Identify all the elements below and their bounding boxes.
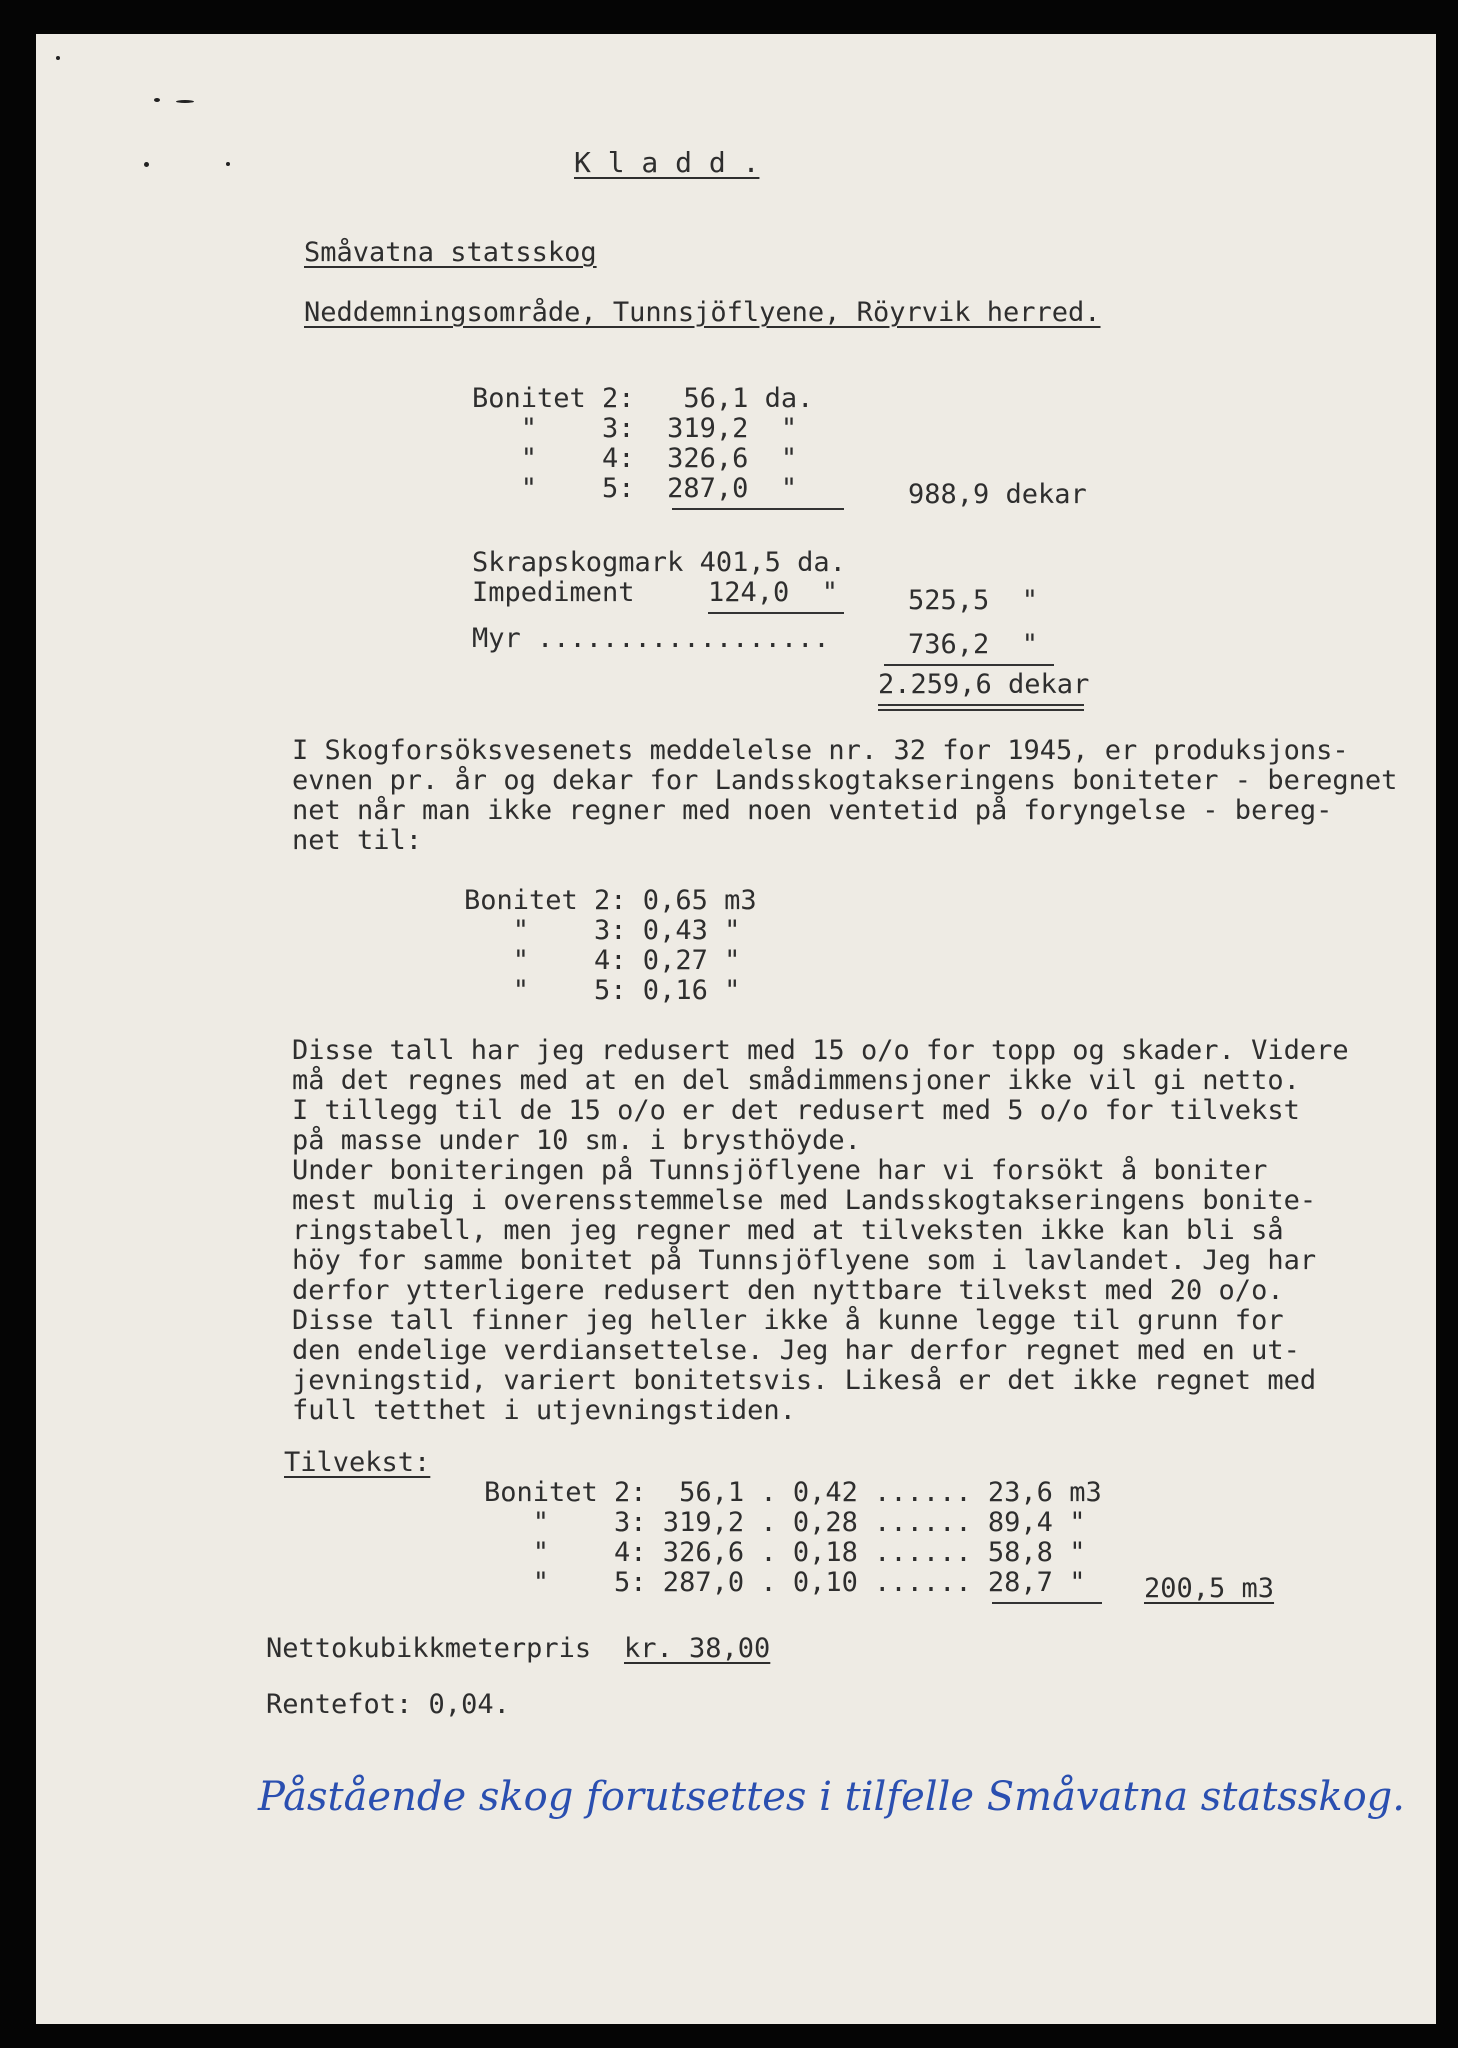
area-sum-unproductive: 525,5 " bbox=[908, 585, 1039, 616]
production-row: " 4: 0,27 " bbox=[464, 945, 741, 976]
paragraph-line: på masse under 10 sm. i brysthöyde. bbox=[292, 1125, 861, 1156]
paragraph-line: Disse tall har jeg redusert med 15 o/o for topp og skader. Videre bbox=[292, 1035, 1349, 1066]
subtotal-rule bbox=[992, 1602, 1102, 1604]
netto-value: kr. 38,00 bbox=[624, 1633, 771, 1664]
myr-label: Myr .................. bbox=[472, 623, 830, 654]
paragraph-line: jevningstid, variert bonitetsvis. Likeså er det ikke regnet med bbox=[292, 1365, 1317, 1396]
impediment-label: Impediment bbox=[472, 577, 635, 608]
paragraph-line: I tillegg til de 15 o/o er det redusert med 5 o/o for tilvekst bbox=[292, 1095, 1300, 1126]
tilvekst-row: " 5: 287,0 . 0,10 ...... 28,7 " bbox=[484, 1567, 1086, 1598]
page-title: K l a d d . bbox=[574, 146, 760, 179]
speck-mark bbox=[226, 162, 230, 166]
paragraph-line: I Skogforsöksvesenets meddelelse nr. 32 for 1945, er produksjons- bbox=[292, 735, 1349, 766]
production-row: " 5: 0,16 " bbox=[464, 975, 741, 1006]
impediment-value: 124,0 " bbox=[708, 577, 839, 608]
paragraph-line: net til: bbox=[292, 825, 423, 856]
paragraph-line: Under boniteringen på Tunnsjöflyene har vi forsökt å boniter bbox=[292, 1155, 1268, 1186]
tilvekst-total: 200,5 m3 bbox=[1144, 1573, 1275, 1604]
total-double-rule bbox=[878, 709, 1084, 711]
paragraph-line: ringstabell, men jeg regner med at tilveksten ikke kan bli så bbox=[292, 1215, 1284, 1246]
heading-forest: Småvatna statsskog bbox=[304, 237, 597, 268]
area-row: Bonitet 2: 56,1 da. bbox=[472, 383, 814, 414]
handwritten-note: Påstående skog forutsettes i tilfelle Småvatna statsskog. bbox=[258, 1774, 1405, 1820]
paragraph-line: höy for samme bonitet på Tunnsjöflyene som i lavlandet. Jeg har bbox=[292, 1245, 1317, 1276]
myr-value: 736,2 " bbox=[908, 629, 1039, 660]
speck-mark bbox=[144, 162, 149, 167]
rentefot-line: Rentefot: 0,04. bbox=[266, 1689, 510, 1720]
tilvekst-row: " 3: 319,2 . 0,28 ...... 89,4 " bbox=[484, 1507, 1086, 1538]
area-row: " 5: 287,0 " bbox=[472, 473, 798, 504]
speck-mark bbox=[176, 100, 194, 103]
paragraph-line: evnen pr. år og dekar for Landsskogtakseringens boniteter - beregnet bbox=[292, 765, 1398, 796]
total-rule bbox=[884, 664, 1054, 666]
total-double-rule bbox=[878, 704, 1084, 706]
skrapskog-row: Skrapskogmark 401,5 da. bbox=[472, 547, 846, 578]
tilvekst-row: " 4: 326,6 . 0,18 ...... 58,8 " bbox=[484, 1537, 1086, 1568]
paragraph-line: full tetthet i utjevningstiden. bbox=[292, 1395, 796, 1426]
netto-label: Nettokubikkmeterpris bbox=[266, 1633, 592, 1664]
production-row: Bonitet 2: 0,65 m3 bbox=[464, 885, 757, 916]
subtotal-rule bbox=[672, 508, 844, 510]
tilvekst-row: Bonitet 2: 56,1 . 0,42 ...... 23,6 m3 bbox=[484, 1477, 1102, 1508]
subtotal-rule bbox=[708, 612, 844, 614]
area-row: " 4: 326,6 " bbox=[472, 443, 798, 474]
paragraph-line: Disse tall finner jeg heller ikke å kunne legge til grunn for bbox=[292, 1305, 1284, 1336]
paragraph-line: den endelige verdiansettelse. Jeg har derfor regnet med en ut- bbox=[292, 1335, 1300, 1366]
heading-area: Neddemningsområde, Tunnsjöflyene, Röyrvik herred. bbox=[304, 297, 1101, 328]
area-row: " 3: 319,2 " bbox=[472, 413, 798, 444]
tilvekst-label: Tilvekst: bbox=[284, 1447, 431, 1478]
paragraph-line: net når man ikke regner med noen ventetid på foryngelse - bereg- bbox=[292, 795, 1333, 826]
paragraph-line: mest mulig i overensstemmelse med Landsskogtakseringens bonite- bbox=[292, 1185, 1317, 1216]
speck-mark bbox=[56, 56, 60, 60]
speck-mark bbox=[154, 98, 160, 102]
paragraph-line: derfor ytterligere redusert den nyttbare tilvekst med 20 o/o. bbox=[292, 1275, 1284, 1306]
paragraph-line: må det regnes med at en del smådimmensjoner ikke vil gi netto. bbox=[292, 1065, 1300, 1096]
document-page bbox=[36, 34, 1436, 2024]
production-row: " 3: 0,43 " bbox=[464, 915, 741, 946]
area-total: 2.259,6 dekar bbox=[878, 669, 1090, 700]
area-sum-productive: 988,9 dekar bbox=[908, 479, 1087, 510]
